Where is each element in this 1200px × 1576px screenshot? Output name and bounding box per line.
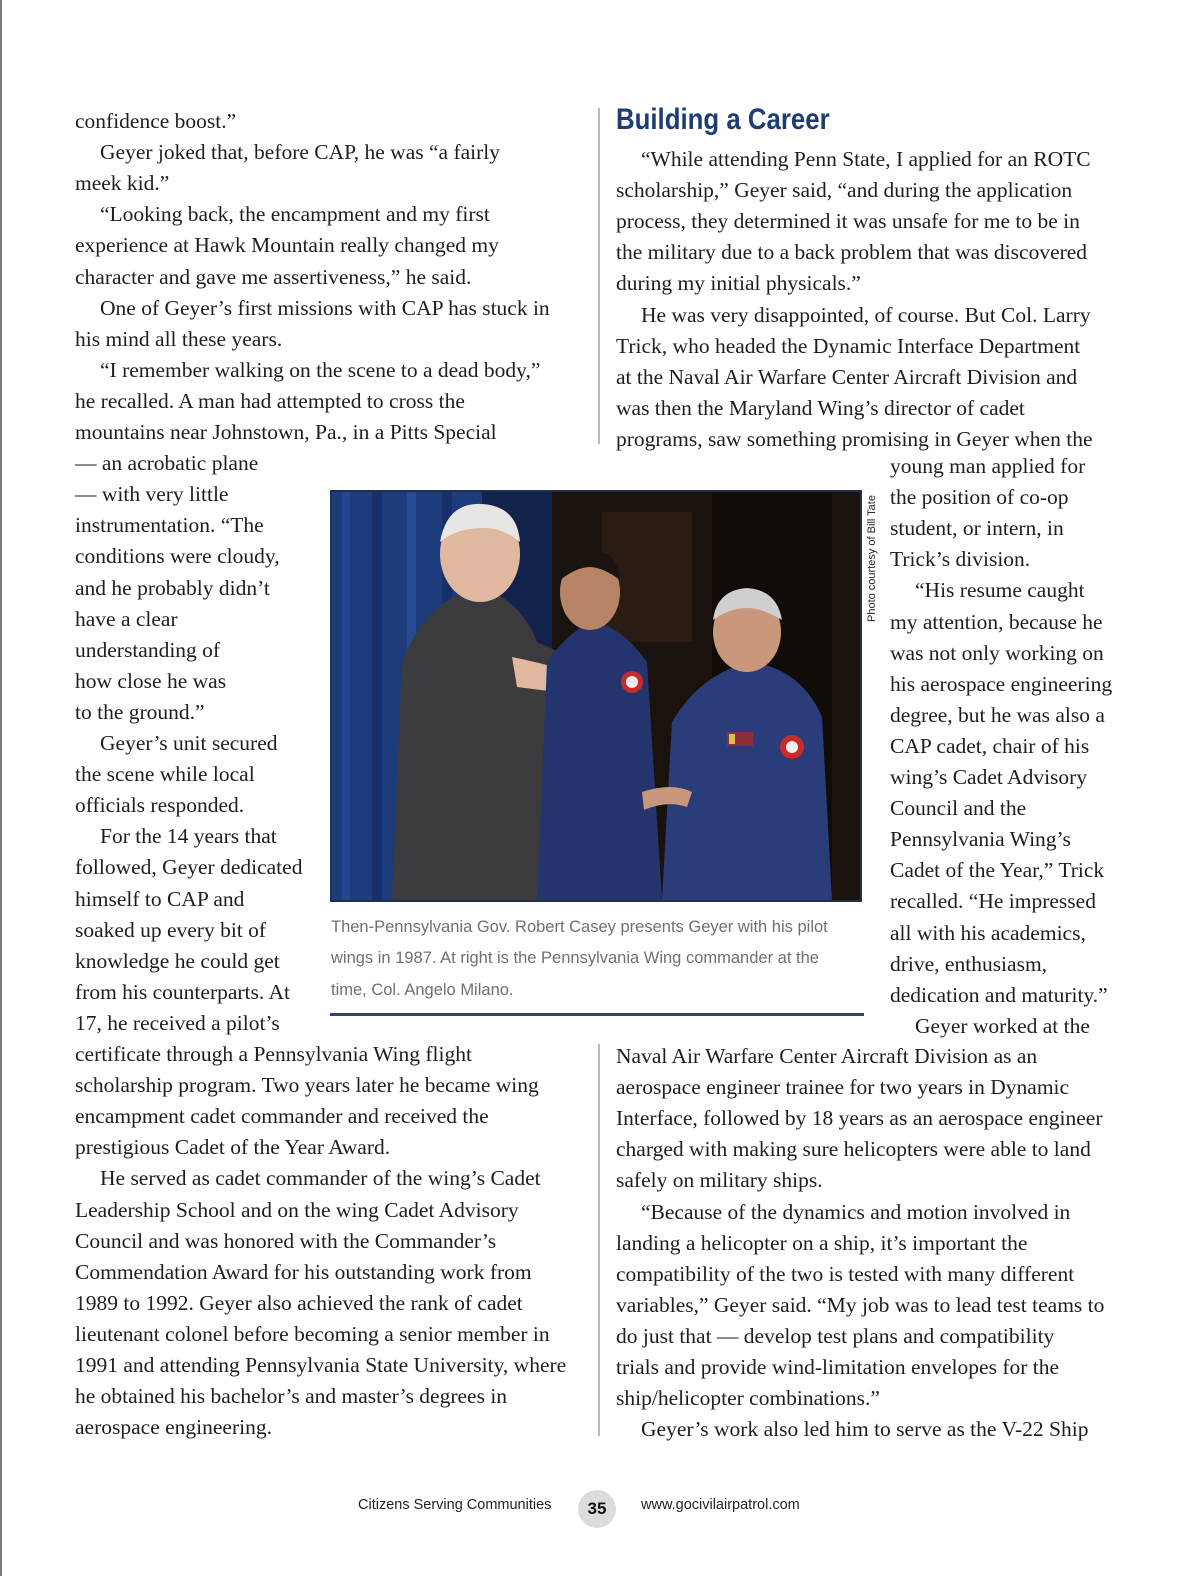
text-line: programs, saw something promising in Geyer when the — [616, 426, 1093, 451]
page-edge — [0, 0, 2, 1576]
text-line: encampment cadet commander and received the — [75, 1104, 489, 1129]
photo-caption — [331, 912, 871, 1006]
text-line: understanding of — [75, 637, 221, 662]
text-line: the position of co-op — [890, 485, 1069, 510]
text-line: student, or intern, in — [890, 516, 1064, 541]
text-line: trials and provide wind-limitation envelopes for the — [616, 1355, 1060, 1379]
caption-rule — [330, 1013, 864, 1016]
text-line: — an acrobatic plane — [75, 451, 259, 476]
text-line: from his counterparts. At — [75, 979, 290, 1004]
ceremony-photo — [330, 490, 862, 902]
text-line: 1991 and attending Pennsylvania State University, where — [75, 1353, 567, 1377]
text-line: Trick, who headed the Dynamic Interface Department — [616, 333, 1081, 358]
column-rule-bottom — [598, 1044, 600, 1436]
text-line: the scene while local — [75, 762, 255, 787]
text-line: He served as cadet commander of the wing’s Cadet — [100, 1166, 541, 1191]
text-line: experience at Hawk Mountain really changed my — [75, 233, 499, 258]
column-rule-top — [598, 108, 600, 444]
text-line: Geyer worked at the — [915, 1013, 1090, 1038]
text-line: and he probably didn’t — [75, 575, 270, 600]
text-line: dedication and maturity.” — [890, 982, 1108, 1007]
text-line: safely on military ships. — [616, 1168, 823, 1193]
text-line: prestigious Cadet of the Year Award. — [75, 1135, 391, 1160]
photo-credit: Photo courtesy of Bill Tate — [866, 495, 878, 622]
text-line: during my initial physicals.” — [616, 271, 861, 296]
text-line: — with very little — [75, 482, 229, 507]
text-line: charged with making sure helicopters were able to land — [616, 1137, 1091, 1162]
text-line: lieutenant colonel before becoming a senior member in — [75, 1321, 550, 1346]
text-line: landing a helicopter on a ship, it’s important the — [616, 1230, 1028, 1255]
text-line: young man applied for — [890, 454, 1086, 478]
text-line: “While attending Penn State, I applied for an ROTC — [641, 147, 1091, 171]
text-line: followed, Geyer dedicated — [75, 855, 303, 880]
text-line: instrumentation. “The — [75, 513, 264, 538]
text-line: have a clear — [75, 606, 178, 631]
text-line: character and gave me assertiveness,” he said. — [75, 264, 472, 289]
text-line: Council and the — [890, 796, 1027, 821]
text-line: CAP cadet, chair of his — [890, 733, 1090, 758]
text-line: mountains near Johnstown, Pa., in a Pitts Special — [75, 420, 497, 444]
text-line: Council and was honored with the Commander’s — [75, 1228, 497, 1253]
text-line: to the ground.” — [75, 699, 205, 724]
text-line: One of Geyer’s first missions with CAP has stuck in — [100, 295, 550, 320]
text-line: was then the Maryland Wing’s director of cadet — [616, 395, 1025, 420]
text-line: certificate through a Pennsylvania Wing flight — [75, 1042, 472, 1066]
text-line: knowledge he could get — [75, 948, 280, 973]
text-line: soaked up every bit of — [75, 917, 267, 942]
text-line: Pennsylvania Wing’s — [890, 827, 1071, 852]
text-line: process, they determined it was unsafe for me to be in — [616, 209, 1080, 234]
text-line: Trick’s division. — [890, 547, 1031, 572]
text-line: wing’s Cadet Advisory — [890, 765, 1088, 789]
text-line: he obtained his bachelor’s and master’s degrees in — [75, 1384, 508, 1409]
text-line: how close he was — [75, 668, 227, 693]
text-line: confidence boost.” — [75, 109, 237, 133]
text-line: Commendation Award for his outstanding work from — [75, 1259, 532, 1284]
text-line: drive, enthusiasm, — [890, 951, 1048, 976]
footer-tagline: Citizens Serving Communities — [358, 1497, 552, 1513]
text-line: Geyer joked that, before CAP, he was “a fairly — [100, 140, 500, 165]
caption-line: Then-Pennsylvania Gov. Robert Casey presents Geyer with his pilot — [331, 918, 828, 936]
text-line: meek kid.” — [75, 171, 170, 196]
text-line: Geyer’s unit secured — [100, 731, 278, 755]
text-line: He was very disappointed, of course. But Col. Larry — [641, 302, 1091, 327]
text-line: Cadet of the Year,” Trick — [890, 858, 1105, 883]
text-line: aerospace engineer trainee for two years in Dynamic — [616, 1075, 1070, 1100]
text-line: his aerospace engineering — [890, 671, 1113, 696]
text-line: 1989 to 1992. Geyer also achieved the rank of cadet — [75, 1290, 523, 1315]
caption-line: time, Col. Angelo Milano. — [331, 980, 514, 999]
text-line: his mind all these years. — [75, 326, 283, 351]
text-line: recalled. “He impressed — [890, 889, 1096, 914]
text-line: the military due to a back problem that was discovered — [616, 240, 1088, 265]
text-line: scholarship,” Geyer said, “and during the application — [616, 178, 1073, 203]
text-line: Leadership School and on the wing Cadet Advisory — [75, 1197, 519, 1222]
text-line: at the Naval Air Warfare Center Aircraft Division and — [616, 364, 1078, 389]
text-line: Interface, followed by 18 years as an aerospace engineer — [616, 1106, 1103, 1131]
text-line: ship/helicopter combinations.” — [616, 1386, 880, 1411]
text-line: variables,” Geyer said. “My job was to lead test teams to — [616, 1292, 1105, 1317]
text-line: he recalled. A man had attempted to cross the — [75, 388, 465, 413]
text-line: “Looking back, the encampment and my first — [100, 202, 490, 227]
footer-url[interactable]: www.gocivilairpatrol.com — [641, 1497, 800, 1513]
text-line: was not only working on — [890, 640, 1104, 665]
text-line: aerospace engineering. — [75, 1415, 272, 1440]
text-line: scholarship program. Two years later he became wing — [75, 1073, 539, 1098]
text-line: all with his academics, — [890, 920, 1086, 945]
text-line: Naval Air Warfare Center Aircraft Division as an — [616, 1044, 1038, 1068]
section-heading: Building a Career — [616, 103, 830, 136]
text-line: conditions were cloudy, — [75, 544, 280, 569]
caption-line: wings in 1987. At right is the Pennsylvania Wing commander at the — [331, 949, 819, 968]
text-line: compatibility of the two is tested with many different — [616, 1261, 1075, 1286]
text-line: do just that — develop test plans and compatibility — [616, 1323, 1055, 1348]
text-line: “Because of the dynamics and motion involved in — [641, 1199, 1071, 1224]
text-line: himself to CAP and — [75, 886, 245, 911]
text-line: Geyer’s work also led him to serve as the V-22 Ship — [641, 1417, 1089, 1442]
page-number: 35 — [578, 1490, 616, 1528]
text-line: degree, but he was also a — [890, 702, 1105, 727]
text-line: my attention, because he — [890, 609, 1103, 634]
text-line: “I remember walking on the scene to a dead body,” — [100, 357, 541, 382]
text-line: “His resume caught — [915, 578, 1085, 603]
text-line: officials responded. — [75, 793, 245, 818]
text-line: 17, he received a pilot’s — [75, 1010, 280, 1035]
text-line: For the 14 years that — [100, 824, 277, 849]
